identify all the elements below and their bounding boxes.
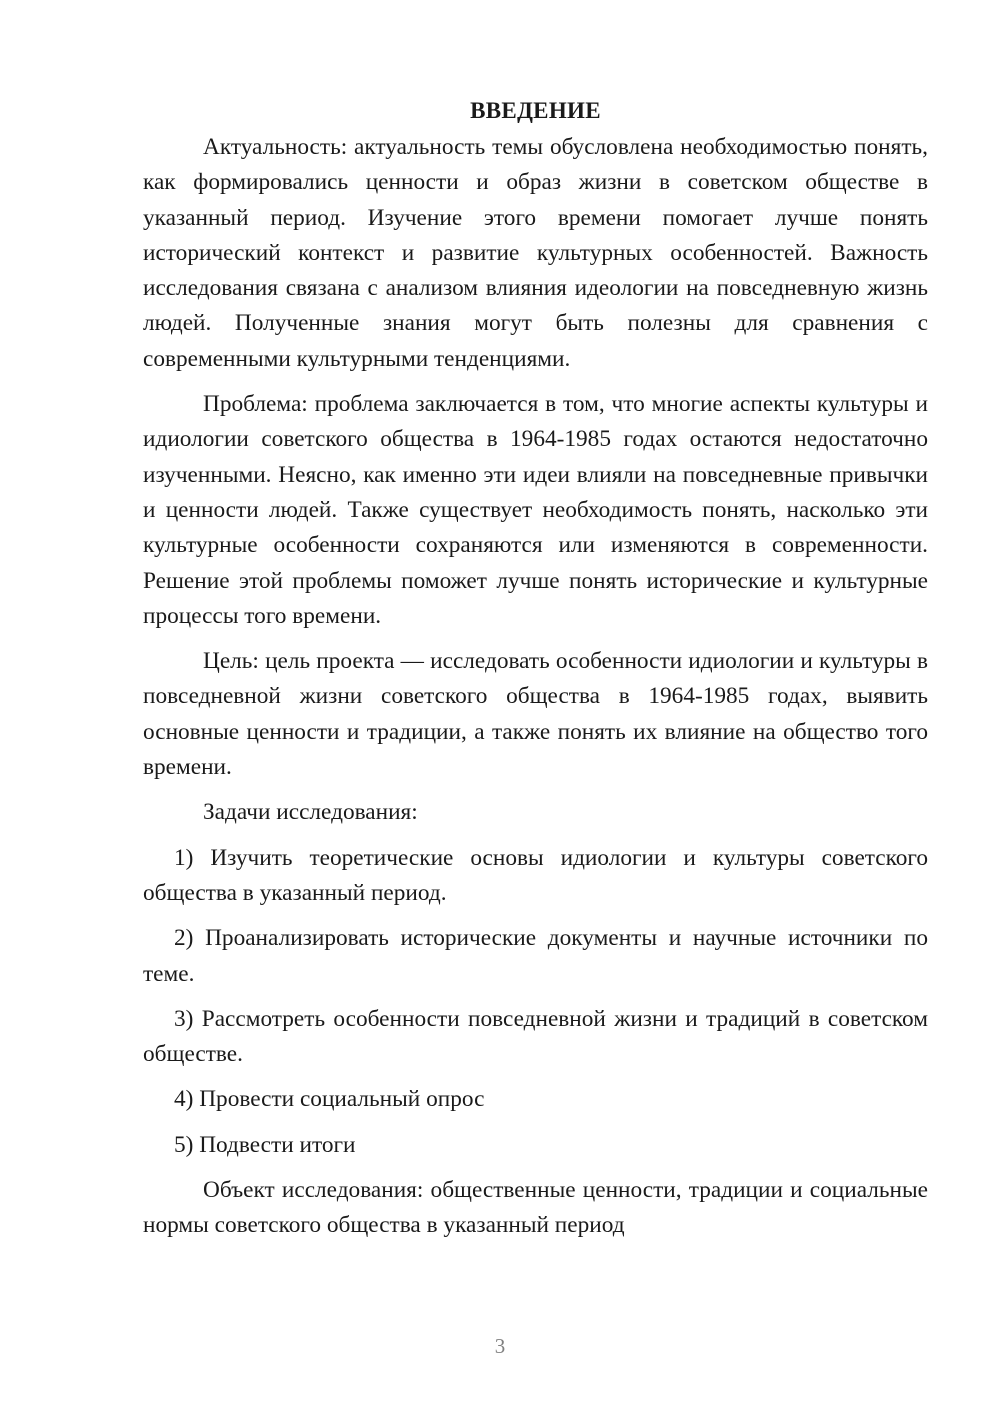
relevance-paragraph: Актуальность: актуальность темы обусловлена необходимостью понять, как формировались ценности и образ жизни в советском обществе в указанный период. Изучение этого времени помогает лучше понять исторический контекст и развитие культурных особенностей. Важность исследования связана с анализом влияния идеологии на повседневную жизнь людей. Полученные знания могут быть полезны для сравнения с современными культурными тенденциями. bbox=[143, 134, 928, 372]
page-content bbox=[143, 94, 928, 1244]
page-number: 3 bbox=[494, 1334, 506, 1358]
task-list-item: 3) Рассмотреть особенности повседневной жизни и традиций в советском обществе. bbox=[143, 1005, 928, 1068]
task-list-item: 1) Изучить теоретические основы идиологии и культуры советского общества в указанный период. bbox=[143, 844, 928, 906]
task-list-item: 4) Провести социальный опрос bbox=[174, 1086, 485, 1113]
task-list-item: 2) Проанализировать исторические документы и научные источники по теме. bbox=[143, 925, 928, 987]
problem-paragraph: Проблема: проблема заключается в том, что многие аспекты культуры и идиологии советского общества в 1964-1985 годах остаются недостаточно изученными. Неясно, как именно эти идеи влияли на повседневные привычки и ценности людей. Также существует необходимость понять, насколько эти культурные особенности сохраняются или изменяются в современности. Решение этой проблемы поможет лучше понять исторические и культурные процессы того времени. bbox=[143, 391, 928, 629]
tasks-heading: Задачи исследования: bbox=[203, 799, 418, 826]
task-list-item: 5) Подвести итоги bbox=[174, 1131, 356, 1158]
goal-paragraph: Цель: цель проекта — исследовать особенности идиологии и культуры в повседневной жизни советского общества в 1964-1985 годах, выявить основные ценности и традиции, а также понять их влияние на общество того времени. bbox=[143, 648, 928, 781]
object-paragraph: Объект исследования: общественные ценности, традиции и социальные нормы советского общества в указанный период bbox=[143, 1177, 928, 1239]
page-title: ВВЕДЕНИЕ bbox=[470, 98, 601, 123]
